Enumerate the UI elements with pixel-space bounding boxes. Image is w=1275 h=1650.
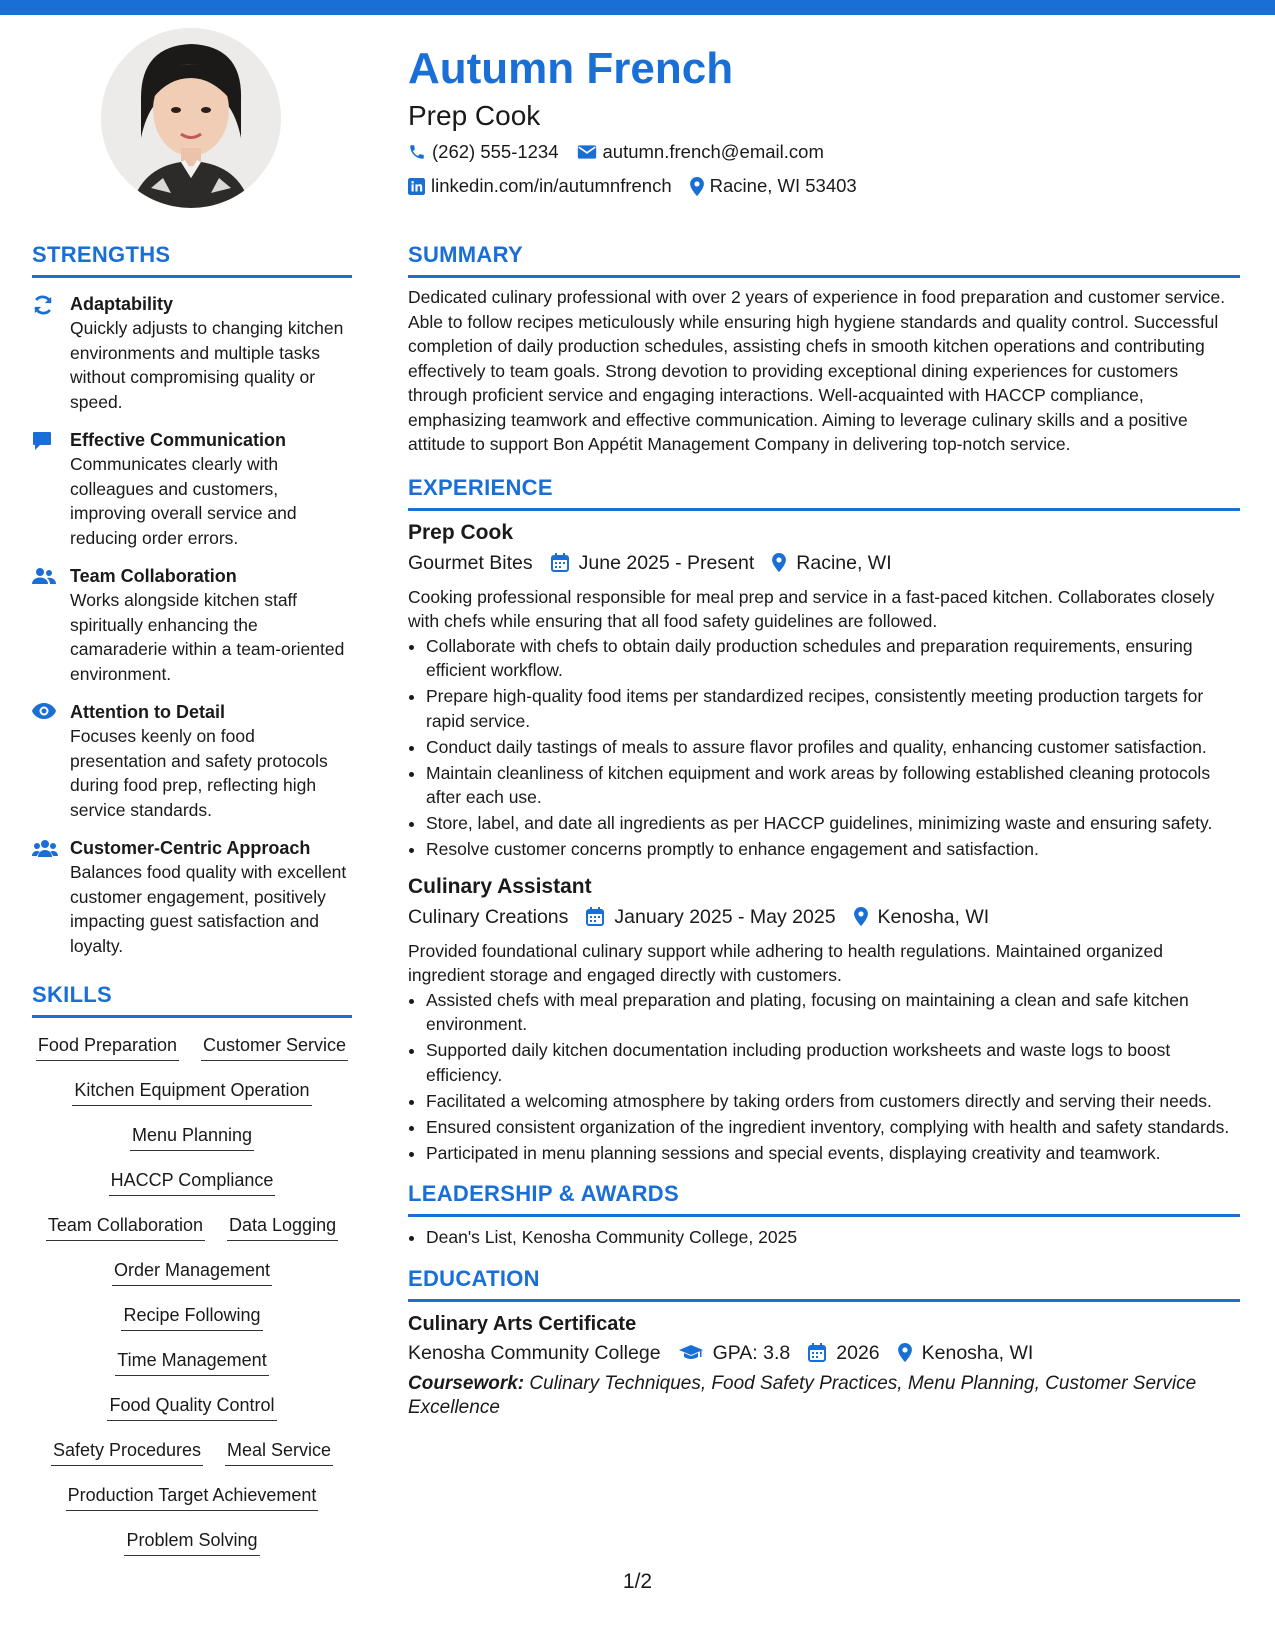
skill-row (121, 1302, 262, 1347)
contact-row-2 (408, 170, 1228, 202)
summary-text: Dedicated culinary professional with over 2 years of experience in food preparation and customer service. Able to follow recipes meticulously while ensuring high hygiene standards and quality control. Successful completion of daily production schedules, assisting chefs in smooth kitchen operations and contributing effectively to team goals. Strong devotion to providing exceptional dining experiences for customers through proficient service and engaging interactions. Well-acquainted with HACCP compliance, emphasizing teamwork and effective communication. Aiming to leverage culinary skills and a positive attitude to support Bon Appétit Management Company in delivering top-notch service. (408, 287, 1226, 454)
strength-title: Adaptability (70, 294, 174, 314)
skill-row (36, 1032, 348, 1077)
eye-icon (32, 703, 56, 719)
chat-icon (32, 431, 52, 451)
skill-tag: Menu Planning (130, 1122, 254, 1151)
skills-list (32, 1032, 352, 1572)
skill-tag: Customer Service (201, 1032, 348, 1061)
skill-row (46, 1212, 338, 1257)
awards-list (408, 1225, 1240, 1250)
job-bullet: • Maintain cleanliness of kitchen equipment and work areas by following established cleaning protocols after each use. (426, 761, 1240, 810)
job-dates (586, 902, 835, 932)
left-column (32, 240, 352, 1572)
award-item: • Dean's List, Kenosha Community College, 2025 (426, 1225, 1240, 1250)
email-contact[interactable] (577, 141, 824, 163)
map-pin-icon (854, 907, 868, 926)
skill-tag: Food Quality Control (107, 1392, 276, 1421)
skill-row (130, 1122, 254, 1167)
job-meta (408, 902, 1240, 932)
strength-item (32, 564, 352, 686)
job-bullet: • Resolve customer concerns promptly to enhance engagement and satisfaction. (426, 837, 1240, 862)
strength-title: Effective Communication (70, 430, 287, 450)
map-pin-icon (898, 1343, 912, 1362)
contact-row-1 (408, 136, 1228, 168)
strength-item (32, 428, 352, 550)
strength-title: Team Collaboration (70, 566, 237, 586)
map-pin-icon (772, 553, 786, 572)
skill-tag: Safety Procedures (51, 1437, 203, 1466)
job-bullet: • Facilitated a welcoming atmosphere by taking orders from customers directly and serving their needs. (426, 1089, 1240, 1114)
location-text: Racine, WI 53403 (709, 175, 857, 196)
skill-tag: Kitchen Equipment Operation (72, 1077, 311, 1106)
education-meta (408, 1338, 1240, 1368)
job-company: Culinary Creations (408, 905, 569, 928)
job-bullet: • Assisted chefs with meal preparation and plating, focusing on maintaining a clean and safe kitchen environment. (426, 988, 1240, 1037)
job-bullet: • Participated in menu planning sessions and special events, displaying creativity and teamwork. (426, 1141, 1240, 1166)
strength-desc: Quickly adjusts to changing kitchen environments and multiple tasks without compromising quality or speed. (70, 318, 344, 412)
job-bullet: • Ensured consistent organization of the ingredient inventory, complying with health and safety standards. (426, 1115, 1240, 1140)
strength-desc: Communicates clearly with colleagues and customers, improving overall service and reducing order errors. (70, 454, 297, 548)
candidate-name: Autumn French (408, 44, 734, 93)
job-bullet: • Store, label, and date all ingredients as per HACCP guidelines, minimizing waste and ensuring safety. (426, 811, 1240, 836)
skill-row (72, 1077, 311, 1122)
right-column (408, 240, 1240, 1420)
summary-heading: SUMMARY (408, 240, 1240, 278)
job-bullet: • Conduct daily tastings of meals to assure flavor profiles and quality, enhancing customer satisfaction. (426, 735, 1240, 760)
job-location-text: Kenosha, WI (877, 905, 990, 928)
awards-heading: LEADERSHIP & AWARDS (408, 1179, 1240, 1217)
skill-row (107, 1392, 276, 1437)
strength-item (32, 700, 352, 822)
email-text: autumn.french@email.com (602, 141, 824, 162)
strength-item (32, 836, 352, 958)
skill-tag: Food Preparation (36, 1032, 179, 1061)
skill-row (51, 1437, 333, 1482)
skill-row (112, 1257, 272, 1302)
strength-desc: Focuses keenly on food presentation and safety protocols during food prep, reflecting high service standards. (70, 726, 328, 820)
strengths-heading: STRENGTHS (32, 240, 352, 278)
job-location (854, 902, 990, 932)
users-icon (32, 567, 56, 585)
coursework-text: Culinary Techniques, Food Safety Practices, Menu Planning, Customer Service Excellence (408, 1372, 1197, 1418)
top-accent-bar (0, 0, 1275, 15)
education-school: Kenosha Community College (408, 1341, 661, 1364)
job-location-text: Racine, WI (796, 551, 892, 574)
resume-header (408, 38, 1228, 202)
skill-row (124, 1527, 259, 1572)
job-location (772, 548, 891, 578)
avatar (101, 28, 281, 208)
skill-tag: Meal Service (225, 1437, 333, 1466)
strength-title: Attention to Detail (70, 702, 225, 722)
map-pin-icon (690, 177, 704, 196)
coursework-label: Coursework: (408, 1372, 525, 1394)
education-year (808, 1338, 879, 1368)
skill-tag: Problem Solving (124, 1527, 259, 1556)
envelope-icon (577, 144, 597, 160)
group-icon (32, 839, 58, 857)
education-year-text: 2026 (836, 1341, 880, 1364)
education-coursework (408, 1372, 1240, 1420)
graduation-cap-icon (679, 1344, 703, 1362)
job-dates (551, 548, 755, 578)
skill-row (115, 1347, 268, 1392)
job-dates-text: June 2025 - Present (578, 551, 755, 574)
experience-heading: EXPERIENCE (408, 473, 1240, 511)
phone-icon (408, 143, 426, 161)
strength-desc: Works alongside kitchen staff spiritually enhancing the camaraderie within a team-oriented environment. (70, 590, 345, 684)
candidate-role: Prep Cook (408, 100, 541, 131)
linkedin-icon (408, 178, 425, 195)
job-title: Culinary Assistant (408, 874, 592, 898)
refresh-icon (32, 295, 54, 315)
skill-row (109, 1167, 276, 1212)
skill-tag: Data Logging (227, 1212, 338, 1241)
job-entry (408, 518, 1240, 862)
job-summary: Cooking professional responsible for meal prep and service in a fast-paced kitchen. Collaborates closely with chefs while ensuring that all food safety guidelines are followed. (408, 586, 1215, 631)
job-summary: Provided foundational culinary support while adhering to health regulations. Maintained organized ingredient storage and engaged directly with customers. (408, 940, 1163, 985)
page-number: 1/2 (622, 1570, 653, 1593)
skill-tag: HACCP Compliance (109, 1167, 276, 1196)
location-contact (690, 175, 857, 197)
strength-desc: Balances food quality with excellent customer engagement, positively impacting guest satisfaction and loyalty. (70, 862, 347, 956)
calendar-icon (586, 907, 604, 926)
linkedin-contact[interactable] (408, 175, 672, 197)
skill-row (66, 1482, 319, 1527)
job-meta (408, 548, 1240, 578)
strength-item (32, 292, 352, 414)
education-location-text: Kenosha, WI (921, 1341, 1034, 1364)
skill-tag: Team Collaboration (46, 1212, 205, 1241)
job-bullet: • Supported daily kitchen documentation including production worksheets and waste logs to boost efficiency. (426, 1038, 1240, 1087)
phone-text: (262) 555-1234 (432, 141, 559, 162)
skill-tag: Production Target Achievement (66, 1482, 319, 1511)
education-heading: EDUCATION (408, 1264, 1240, 1302)
education-degree: Culinary Arts Certificate (408, 1312, 637, 1335)
job-bullets (408, 634, 1240, 862)
job-bullet: • Collaborate with chefs to obtain daily production schedules and preparation requirements, ensuring efficient workflow. (426, 634, 1240, 683)
job-entry (408, 872, 1240, 1166)
job-title: Prep Cook (408, 520, 514, 544)
skills-heading: SKILLS (32, 980, 352, 1018)
skill-tag: Order Management (112, 1257, 272, 1286)
phone-contact[interactable] (408, 141, 559, 163)
strength-title: Customer-Centric Approach (70, 838, 311, 858)
skill-tag: Time Management (115, 1347, 268, 1376)
job-company: Gourmet Bites (408, 551, 533, 574)
education-location (898, 1338, 1034, 1368)
education-gpa (679, 1338, 791, 1368)
calendar-icon (551, 553, 569, 572)
linkedin-text: linkedin.com/in/autumnfrench (431, 175, 672, 196)
profile-photo (101, 28, 281, 208)
education-gpa-text: GPA: 3.8 (712, 1341, 791, 1364)
job-bullets (408, 988, 1240, 1166)
job-dates-text: January 2025 - May 2025 (614, 905, 836, 928)
skill-tag: Recipe Following (121, 1302, 262, 1331)
job-bullet: • Prepare high-quality food items per standardized recipes, consistently meeting production targets for rapid service. (426, 684, 1240, 733)
calendar-icon (808, 1343, 826, 1362)
